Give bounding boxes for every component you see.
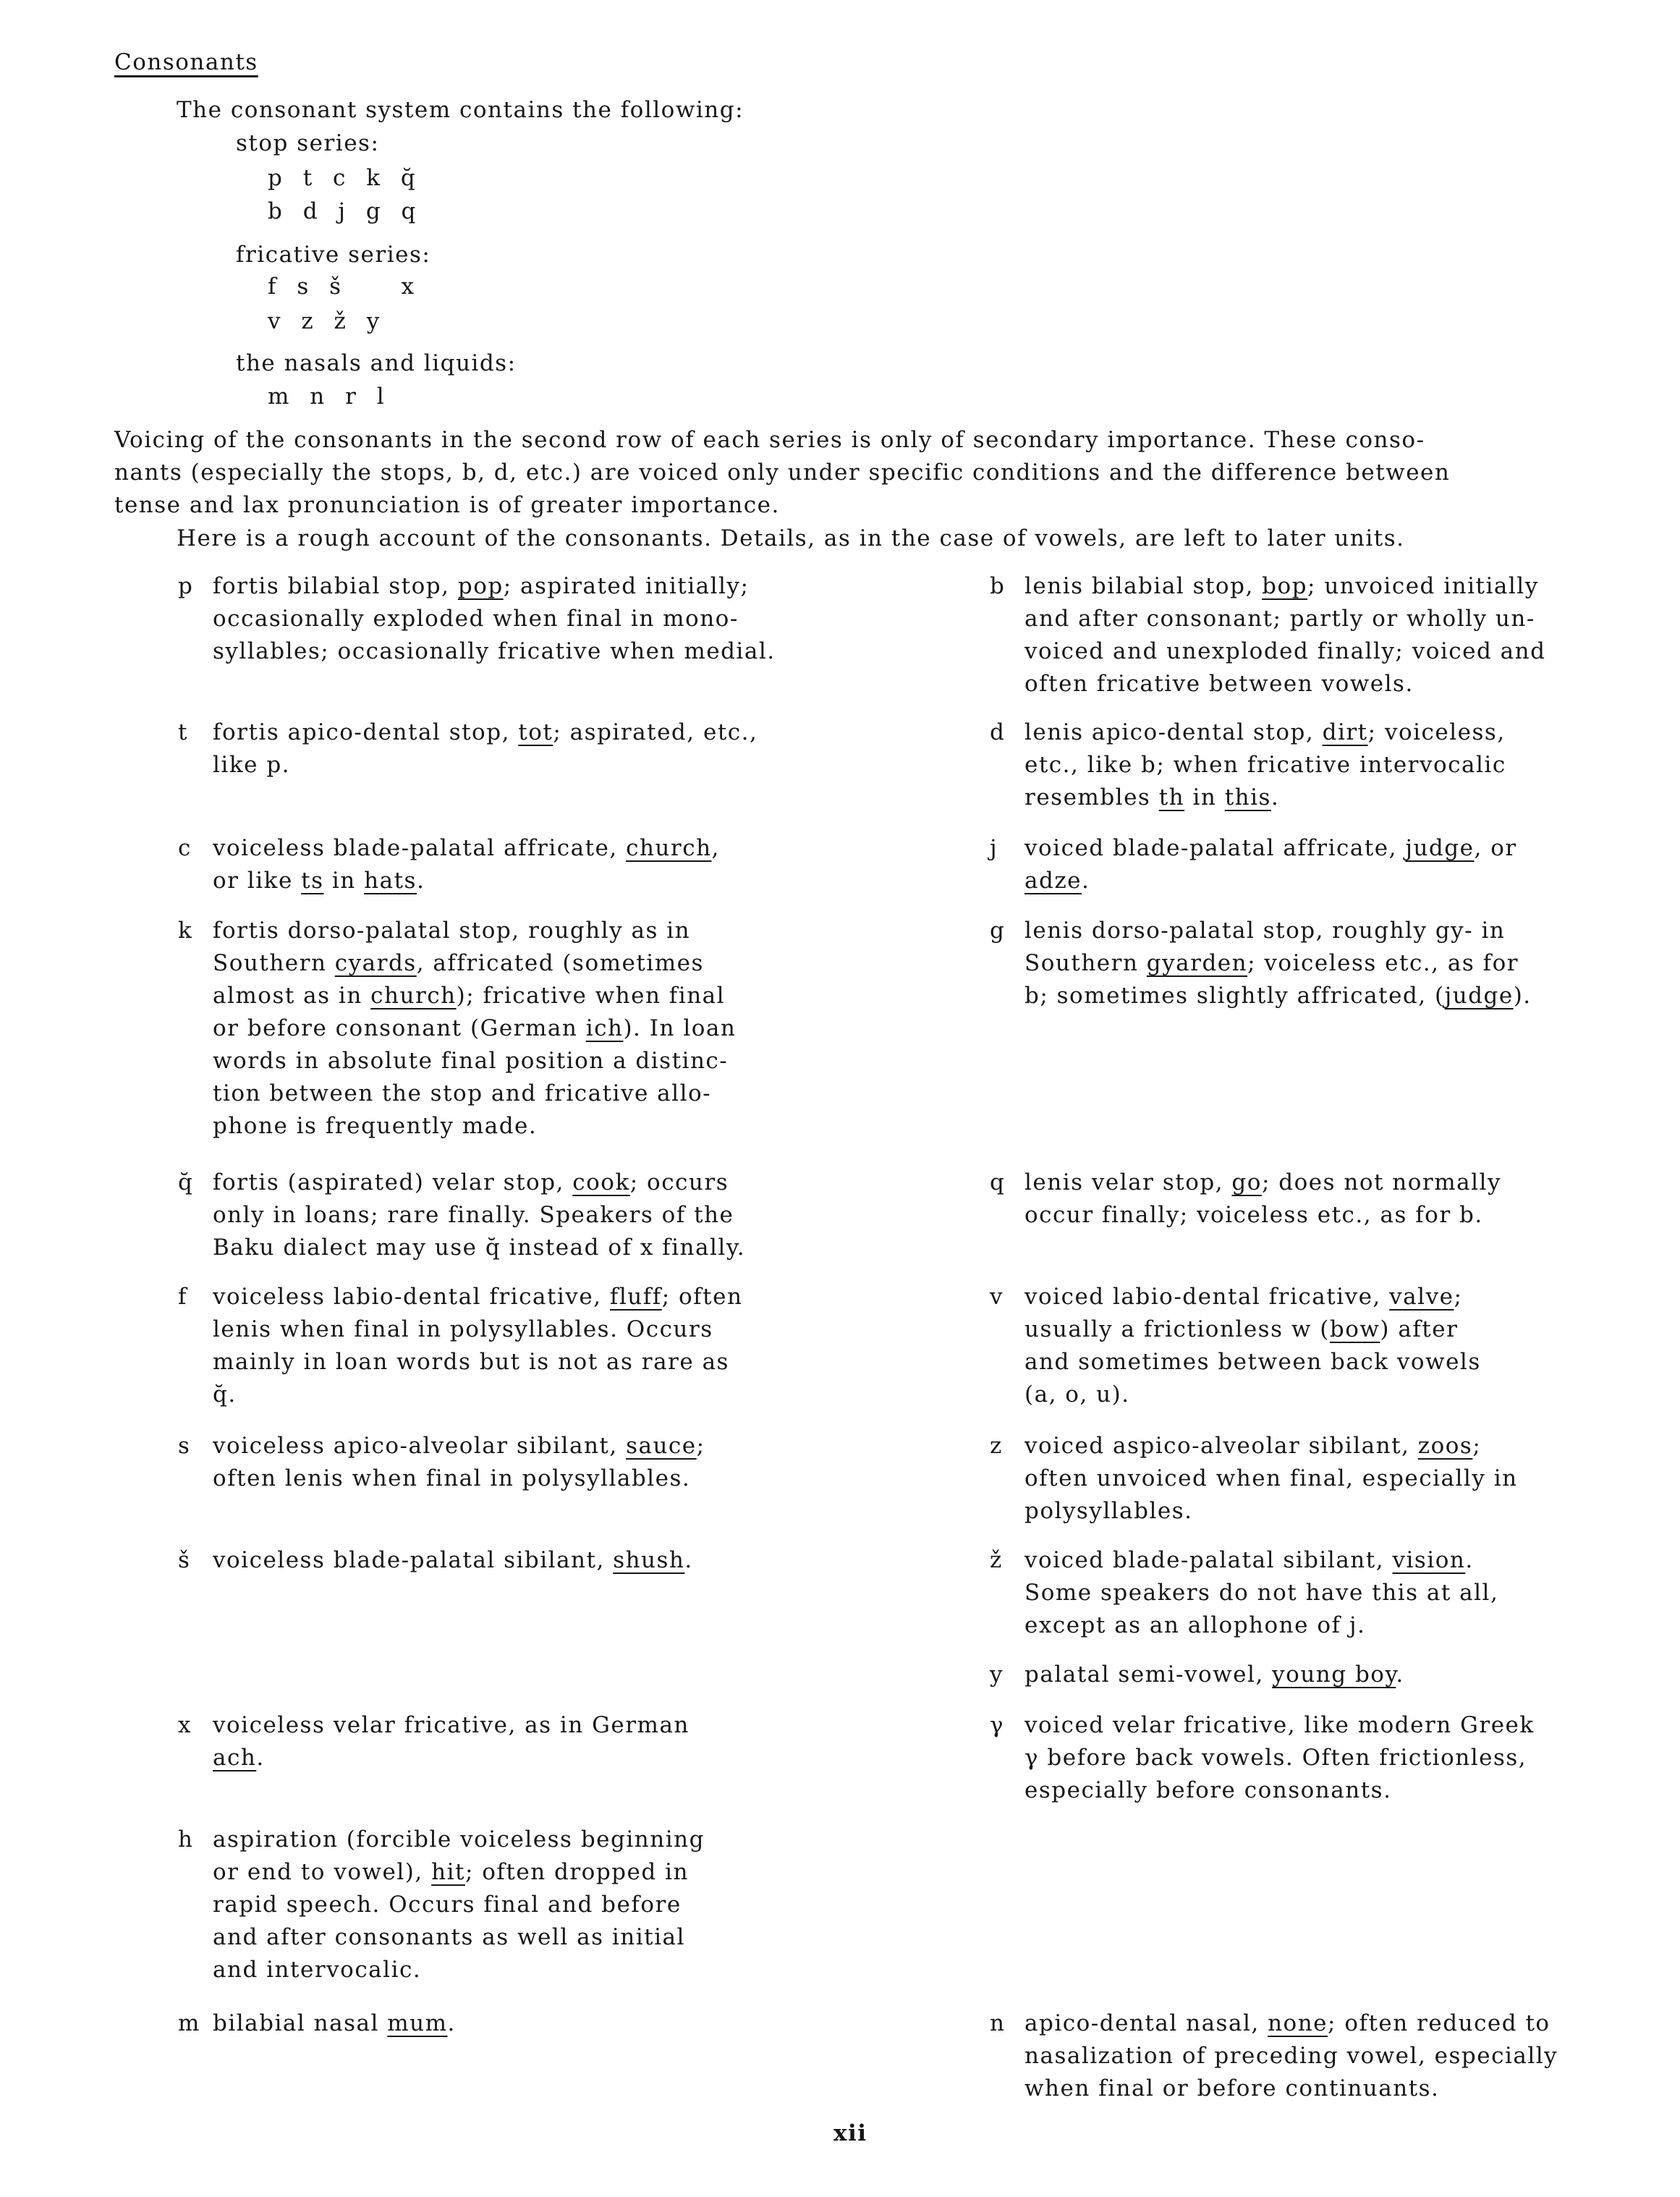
consonant-symbol: k: [178, 918, 193, 944]
description-line: often fricative between vowels.: [1024, 671, 1414, 697]
description-line: and intervocalic.: [213, 1957, 422, 1983]
description-line: voiced labio-dental fricative, valve;: [1024, 1284, 1463, 1310]
description-line: usually a frictionless w (bow) after: [1024, 1316, 1459, 1342]
description-line: often lenis when final in polysyllables.: [213, 1465, 691, 1491]
description-line: Baku dialect may use q̆ instead of x finally.: [213, 1235, 746, 1261]
consonant-description: [1024, 716, 1506, 814]
nasals-liquids-row: m n r l: [268, 384, 386, 410]
description-line: lenis when final in polysyllables. Occurs: [213, 1316, 713, 1342]
description-line: except as an allophone of j.: [1024, 1612, 1366, 1638]
description-line: (a, o, u).: [1024, 1381, 1130, 1407]
consonant-symbol: d: [990, 719, 1006, 745]
description-line: when final or before continuants.: [1024, 2075, 1440, 2101]
description-line: voiceless velar fricative, as in German: [213, 1712, 690, 1738]
consonant-description: [213, 1824, 705, 1986]
description-line: resembles th in this.: [1024, 784, 1280, 810]
description-line: Southern gyarden; voiceless etc., as for: [1024, 950, 1519, 976]
description-line: voiceless blade-palatal affricate, church,: [213, 835, 720, 861]
consonant-symbol: ž: [990, 1547, 1003, 1573]
consonant-description: [1024, 915, 1532, 1012]
consonant-description: [213, 1544, 693, 1577]
consonant-description: [1024, 1281, 1481, 1411]
fricative-series-row-1: f s š x: [268, 274, 415, 300]
description-line: lenis velar stop, go; does not normally: [1024, 1169, 1501, 1195]
description-line: lenis apico-dental stop, dirt; voiceless,: [1024, 719, 1506, 745]
consonant-symbol: v: [990, 1284, 1004, 1310]
section-title: Consonants: [114, 49, 258, 75]
description-line: fortis bilabial stop, pop; aspirated initially;: [213, 573, 750, 599]
description-line: Some speakers do not have this at all,: [1024, 1580, 1499, 1606]
consonant-description: [213, 915, 736, 1143]
description-line: adze.: [1024, 868, 1090, 894]
description-line: words in absolute final position a distinc-: [213, 1048, 729, 1074]
consonant-symbol: q̆: [178, 1169, 194, 1195]
description-line: and sometimes between back vowels: [1024, 1349, 1481, 1375]
description-line: and after consonant; partly or wholly un-: [1024, 606, 1535, 632]
description-line: fortis (aspirated) velar stop, cook; occurs: [213, 1169, 729, 1195]
consonant-symbol: j: [990, 835, 998, 861]
description-line: only in loans; rare finally. Speakers of the: [213, 1202, 734, 1228]
description-line: or like ts in hats.: [213, 868, 425, 894]
consonant-description: [1024, 1659, 1404, 1691]
fricative-series-label: fricative series:: [236, 242, 431, 268]
consonant-symbol: f: [178, 1284, 187, 1310]
consonant-symbol: š: [178, 1547, 191, 1573]
description-line: voiced blade-palatal affricate, judge, or: [1024, 835, 1517, 861]
page-number: xii: [833, 2120, 867, 2146]
description-line: mainly in loan words but is not as rare as: [213, 1349, 729, 1375]
consonant-description: [1024, 1430, 1518, 1528]
voicing-paragraph-line: nants (especially the stops, b, d, etc.) are voiced only under specific conditions and the difference between: [114, 460, 1451, 486]
description-line: and after consonants as well as initial: [213, 1924, 685, 1950]
consonant-symbol: t: [178, 719, 188, 745]
consonant-description: [213, 832, 720, 897]
consonant-description: [213, 2007, 456, 2040]
description-line: almost as in church); fricative when final: [213, 983, 726, 1009]
consonant-symbol: g: [990, 918, 1006, 944]
consonant-symbol: s: [178, 1433, 191, 1459]
voicing-paragraph: [114, 424, 1648, 522]
description-line: voiced blade-palatal sibilant, vision.: [1024, 1547, 1474, 1573]
description-line: voiced and unexploded finally; voiced and: [1024, 638, 1546, 664]
description-line: q̆.: [213, 1381, 237, 1407]
consonant-symbol: y: [990, 1661, 1004, 1688]
consonant-symbol: h: [178, 1826, 194, 1853]
consonant-description: [1024, 570, 1545, 700]
description-line: phone is frequently made.: [213, 1113, 538, 1139]
intro-text: The consonant system contains the following:: [177, 97, 744, 123]
description-line: aspiration (forcible voiceless beginning: [213, 1826, 705, 1853]
consonant-symbol: p: [178, 573, 194, 599]
consonant-description: [1024, 1544, 1498, 1642]
consonant-description: [1024, 1709, 1535, 1807]
description-line: syllables; occasionally fricative when medial.: [213, 638, 776, 664]
description-line: especially before consonants.: [1024, 1777, 1392, 1803]
description-line: lenis dorso-palatal stop, roughly gy- in: [1024, 918, 1506, 944]
stop-series-label: stop series:: [236, 130, 380, 156]
fricative-series-row-2: v z ž y: [268, 308, 381, 334]
consonant-symbol: q: [990, 1169, 1006, 1195]
description-line: tion between the stop and fricative allo-: [213, 1080, 712, 1106]
description-line: lenis bilabial stop, bop; unvoiced initially: [1024, 573, 1539, 599]
description-line: voiceless apico-alveolar sibilant, sauce;: [213, 1433, 705, 1459]
consonant-description: [213, 570, 776, 668]
consonant-symbol: z: [990, 1433, 1003, 1459]
stop-series-row-1: p t c k q̆: [268, 165, 417, 191]
description-line: or end to vowel), hit; often dropped in: [213, 1859, 689, 1885]
consonant-description: [213, 1167, 745, 1264]
description-line: occasionally exploded when final in mono-: [213, 606, 739, 632]
description-line: often unvoiced when final, especially in: [1024, 1465, 1518, 1491]
description-line: etc., like b; when fricative intervocalic: [1024, 752, 1506, 778]
consonant-description: [213, 1281, 742, 1411]
account-paragraph: Here is a rough account of the consonants. Details, as in the case of vowels, are left to later units.: [177, 525, 1405, 551]
description-line: fortis apico-dental stop, tot; aspirated, etc.,: [213, 719, 758, 745]
description-line: apico-dental nasal, none; often reduced to: [1024, 2010, 1550, 2036]
description-line: nasalization of preceding vowel, especially: [1024, 2043, 1558, 2069]
nasals-liquids-label: the nasals and liquids:: [236, 350, 517, 376]
description-line: γ before back vowels. Often frictionless,: [1024, 1745, 1527, 1771]
description-line: like p.: [213, 752, 291, 778]
description-line: polysyllables.: [1024, 1498, 1193, 1524]
description-line: voiced velar fricative, like modern Greek: [1024, 1712, 1535, 1738]
description-line: ach.: [213, 1745, 265, 1771]
consonant-symbol: x: [178, 1712, 192, 1738]
consonant-description: [1024, 1167, 1501, 1232]
description-line: b; sometimes slightly affricated, (judge).: [1024, 983, 1532, 1009]
description-line: palatal semi-vowel, young boy.: [1024, 1661, 1404, 1688]
voicing-paragraph-line: tense and lax pronunciation is of greater importance.: [114, 492, 780, 518]
consonant-symbol: γ: [990, 1712, 1005, 1738]
consonant-symbol: c: [178, 835, 192, 861]
description-line: rapid speech. Occurs final and before: [213, 1892, 682, 1918]
consonant-symbol: b: [990, 573, 1006, 599]
consonant-symbol: n: [990, 2010, 1006, 2036]
consonant-description: [213, 1430, 705, 1495]
description-line: occur finally; voiceless etc., as for b.: [1024, 1202, 1483, 1228]
description-line: or before consonant (German ich). In loan: [213, 1015, 737, 1041]
description-line: fortis dorso-palatal stop, roughly as in: [213, 918, 691, 944]
voicing-paragraph-line: Voicing of the consonants in the second row of each series is only of secondary importance. These conso-: [114, 427, 1425, 453]
stop-series-row-2: b d j g q: [268, 198, 417, 224]
consonant-description: [1024, 2007, 1558, 2105]
description-line: voiceless blade-palatal sibilant, shush.: [213, 1547, 693, 1573]
consonant-symbol: m: [178, 2010, 200, 2036]
consonant-description: [1024, 832, 1517, 897]
description-line: Southern cyards, affricated (sometimes: [213, 950, 704, 976]
consonant-description: [213, 716, 758, 782]
consonant-description: [213, 1709, 690, 1774]
description-line: voiceless labio-dental fricative, fluff; often: [213, 1284, 743, 1310]
description-line: bilabial nasal mum.: [213, 2010, 456, 2036]
description-line: voiced aspico-alveolar sibilant, zoos;: [1024, 1433, 1482, 1459]
